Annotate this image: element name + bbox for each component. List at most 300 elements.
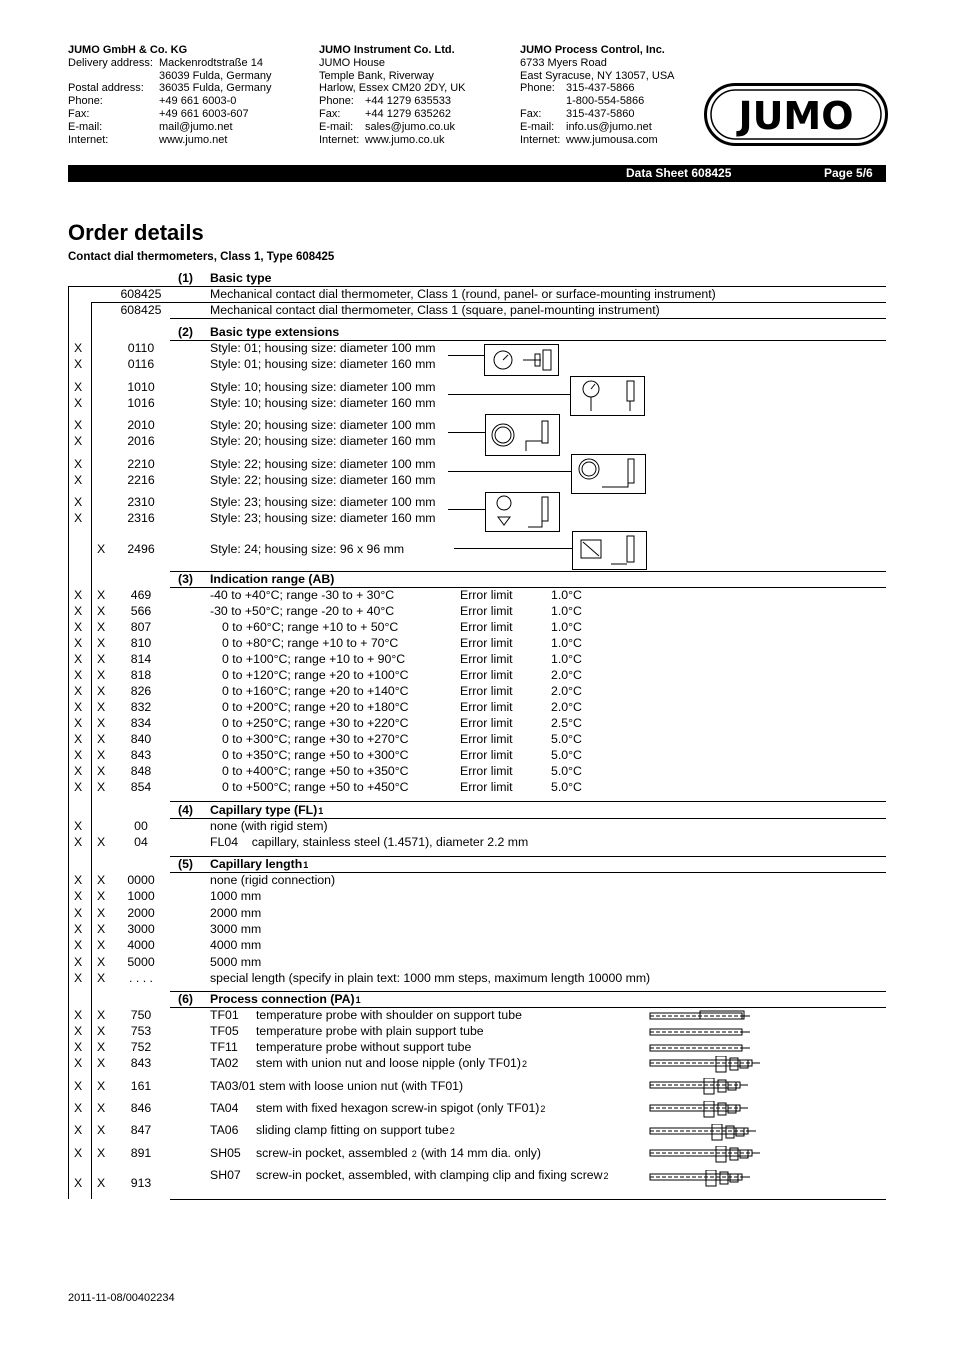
process-connection-figure xyxy=(648,1146,762,1168)
order-code: 04 xyxy=(134,835,148,849)
mark-square: X xyxy=(97,1176,106,1190)
footnote-ref: 2 xyxy=(449,1126,455,1136)
section-number: (5) xyxy=(178,857,194,871)
row-text: Style: 20; housing size: diameter 100 mm xyxy=(210,418,436,432)
error-limit-value: 2.5°C xyxy=(551,716,582,730)
address-line xyxy=(520,82,675,95)
section-basic-type xyxy=(68,270,886,286)
mark-round: X xyxy=(74,588,83,602)
connection-description xyxy=(256,1039,471,1055)
order-code: 2000 xyxy=(127,905,155,920)
section-indication-range xyxy=(68,571,886,587)
datasheet-bar xyxy=(68,165,886,182)
section-title-text: Capillary length xyxy=(210,857,303,871)
address-line xyxy=(520,134,675,147)
address-value: JUMO House xyxy=(319,56,386,69)
mark-square: X xyxy=(97,780,106,794)
mark-square: X xyxy=(97,1008,106,1022)
address-value: www.jumo.co.uk xyxy=(365,133,445,146)
process-connection-figure xyxy=(648,1056,762,1078)
connection-description xyxy=(256,1055,527,1072)
error-limit-value: 5.0°C xyxy=(551,764,582,778)
company-name: JUMO GmbH & Co. KG xyxy=(68,44,188,56)
section-title-text: Capillary type (FL) xyxy=(210,803,318,817)
process-connection-figure xyxy=(648,1078,762,1100)
connection-abbr: TF11 xyxy=(210,1040,238,1054)
table-row xyxy=(68,395,886,411)
range-text: 0 to +300°C; range +30 to +270°C xyxy=(222,732,409,746)
table-row xyxy=(68,921,886,937)
range-text: 0 to +80°C; range +10 to + 70°C xyxy=(222,636,399,650)
mark-round: X xyxy=(74,1040,83,1054)
connection-description xyxy=(256,1145,541,1162)
address-line xyxy=(68,134,272,147)
table-row xyxy=(68,472,886,488)
mark-round: X xyxy=(74,434,83,448)
order-code: 750 xyxy=(130,1008,152,1022)
address-key: Delivery address: xyxy=(68,56,153,69)
table-row xyxy=(68,779,886,795)
address-value: Mackenrodtstraße 14 xyxy=(159,56,263,69)
table-row xyxy=(68,587,886,603)
connection-abbr: TA03/01 stem with loose union nut (with TF01) xyxy=(210,1079,464,1093)
order-code: 1010 xyxy=(127,380,155,394)
leader-line xyxy=(448,509,485,510)
mark-square: X xyxy=(97,604,106,618)
address-line xyxy=(319,70,466,83)
order-code: 4000 xyxy=(127,938,155,953)
mark-round: X xyxy=(74,511,83,525)
error-limit-value: 1.0°C xyxy=(551,652,582,666)
table-row xyxy=(68,818,886,834)
address-value: www.jumo.net xyxy=(159,133,228,146)
address-line xyxy=(68,95,272,108)
mark-round: X xyxy=(74,889,83,904)
connection-text: sliding clamp fitting on support tube xyxy=(256,1123,449,1137)
address-key: Internet: xyxy=(520,133,561,146)
address-key: Internet: xyxy=(68,133,109,146)
address-value: Harlow, Essex CM20 2DY, UK xyxy=(319,82,466,95)
connection-abbr: TA04 xyxy=(210,1101,239,1115)
mark-square: X xyxy=(97,588,106,602)
error-limit-label: Error limit xyxy=(460,764,513,778)
section-title xyxy=(210,856,308,873)
mark-square: X xyxy=(97,684,106,698)
connection-abbr: SH05 xyxy=(210,1146,241,1160)
mark-square: X xyxy=(97,764,106,778)
row-text: Style: 10; housing size: diameter 100 mm xyxy=(210,380,436,394)
row-text: 1000 mm xyxy=(210,889,262,904)
footnote-ref: 2 xyxy=(411,1149,417,1159)
error-limit-value: 5.0°C xyxy=(551,732,582,746)
connection-text: temperature probe with shoulder on support tube xyxy=(256,1008,522,1022)
mark-round: X xyxy=(74,652,83,666)
row-text: Style: 22; housing size: diameter 100 mm xyxy=(210,457,436,471)
error-limit-label: Error limit xyxy=(460,588,513,602)
address-line xyxy=(520,108,675,121)
section-number: (4) xyxy=(178,803,194,817)
range-text: -40 to +40°C; range -30 to + 30°C xyxy=(210,588,395,602)
mark-square: X xyxy=(97,636,106,650)
leader-line xyxy=(448,432,485,433)
mark-round: X xyxy=(74,418,83,432)
address-line xyxy=(520,70,675,83)
error-limit-label: Error limit xyxy=(460,780,513,794)
table-row xyxy=(68,1078,886,1094)
style-24-figure xyxy=(572,531,647,570)
address-value: 1-800-554-5866 xyxy=(566,95,645,108)
table-row xyxy=(68,888,886,904)
table-row xyxy=(68,619,886,635)
table-row xyxy=(68,651,886,667)
error-limit-label: Error limit xyxy=(460,732,513,746)
address-line xyxy=(319,108,466,121)
leader-line xyxy=(448,394,570,395)
rule xyxy=(170,318,886,319)
order-code: 753 xyxy=(130,1024,152,1038)
mark-round: X xyxy=(74,620,83,634)
leader-line xyxy=(448,471,571,472)
company-usa xyxy=(520,44,675,146)
mark-square: X xyxy=(97,1056,106,1070)
mark-round: X xyxy=(74,668,83,682)
mark-round: X xyxy=(74,636,83,650)
datasheet-label: Data Sheet 608425 xyxy=(626,166,732,180)
table-row xyxy=(68,1145,886,1161)
style-22-figure xyxy=(571,454,646,494)
order-code: 834 xyxy=(130,716,152,730)
error-limit-label: Error limit xyxy=(460,604,513,618)
error-limit-label: Error limit xyxy=(460,668,513,682)
row-text: Mechanical contact dial thermometer, Class 1 (round, panel- or surface-mounting instrument) xyxy=(210,287,716,301)
connection-abbr: TA02 xyxy=(210,1056,239,1070)
error-limit-label: Error limit xyxy=(460,620,513,634)
style-01-figure xyxy=(484,344,559,376)
table-row xyxy=(68,763,886,779)
order-code: 2210 xyxy=(127,457,155,471)
order-code: 810 xyxy=(130,636,152,650)
order-code: 608425 xyxy=(120,303,162,317)
table-row xyxy=(68,683,886,699)
error-limit-value: 1.0°C xyxy=(551,636,582,650)
order-code: 2316 xyxy=(127,511,155,525)
mark-square: X xyxy=(97,732,106,746)
connection-text: stem with fixed hexagon screw-in spigot (only TF01) xyxy=(256,1101,540,1115)
connection-abbr: TF05 xyxy=(210,1024,239,1038)
mark-round: X xyxy=(74,873,83,887)
order-code: 840 xyxy=(130,732,152,746)
connection-text: screw-in pocket, assembled, with clamping clip and fixing screw xyxy=(256,1168,603,1182)
connection-abbr: TF01 xyxy=(210,1008,239,1022)
row-text: 3000 mm xyxy=(210,921,262,936)
section-title xyxy=(210,991,361,1008)
section-number: (3) xyxy=(178,572,194,586)
range-text: 0 to +120°C; range +20 to +100°C xyxy=(222,668,409,682)
address-key: Postal address: xyxy=(68,82,144,95)
address-key xyxy=(520,95,566,108)
mark-round: X xyxy=(74,819,83,833)
section-capillary-type xyxy=(68,802,886,818)
section-process-connection xyxy=(68,991,886,1007)
connection-description xyxy=(256,1122,455,1139)
mark-square: X xyxy=(97,1123,106,1137)
footnote-ref: 1 xyxy=(318,806,324,816)
order-code: 2216 xyxy=(127,473,155,487)
address-line xyxy=(68,57,272,70)
row-text: Style: 01; housing size: diameter 160 mm xyxy=(210,357,436,371)
order-code: 2310 xyxy=(127,495,155,509)
table-row xyxy=(68,1122,886,1138)
order-code: 843 xyxy=(130,1056,152,1070)
order-code: 846 xyxy=(130,1101,152,1115)
table-row xyxy=(68,494,886,510)
address-value: 36039 Fulda, Germany xyxy=(159,69,272,82)
order-code: 848 xyxy=(130,764,152,778)
row-text: none (rigid connection) xyxy=(210,873,336,887)
connection-text: temperature probe without support tube xyxy=(256,1040,472,1054)
row-text: Style: 24; housing size: 96 x 96 mm xyxy=(210,542,405,556)
table-row xyxy=(68,715,886,731)
order-code: 832 xyxy=(130,700,152,714)
address-value: www.jumousa.com xyxy=(566,133,658,146)
address-line xyxy=(319,121,466,134)
table-row xyxy=(68,433,886,449)
company-germany xyxy=(68,44,272,146)
row-text: Style: 20; housing size: diameter 160 mm xyxy=(210,434,436,448)
connection-abbr: SH07 xyxy=(210,1168,241,1182)
process-connection-figure xyxy=(648,1124,762,1146)
leader-line xyxy=(448,355,484,356)
address-line xyxy=(520,121,675,134)
error-limit-value: 5.0°C xyxy=(551,780,582,794)
address-value: East Syracuse, NY 13057, USA xyxy=(520,69,675,82)
table-row xyxy=(68,456,886,472)
mark-round: X xyxy=(74,604,83,618)
row-text: 5000 mm xyxy=(210,954,262,969)
row-text: Style: 01; housing size: diameter 100 mm xyxy=(210,341,436,355)
address-value: mail@jumo.net xyxy=(159,120,233,133)
order-code: 608425 xyxy=(120,287,162,301)
style-10-figure xyxy=(570,376,645,416)
mark-square: X xyxy=(97,620,106,634)
range-text: 0 to +500°C; range +50 to +450°C xyxy=(222,780,409,794)
mark-round: X xyxy=(74,380,83,394)
address-line xyxy=(520,95,675,108)
error-limit-label: Error limit xyxy=(460,716,513,730)
mark-square: X xyxy=(97,835,106,849)
table-row xyxy=(68,747,886,763)
address-line xyxy=(319,134,466,147)
order-code: 3000 xyxy=(127,921,155,936)
mark-square: X xyxy=(97,954,106,969)
mark-square: X xyxy=(97,748,106,762)
address-value: sales@jumo.co.uk xyxy=(365,120,456,133)
connection-description xyxy=(256,1007,522,1023)
mark-round: X xyxy=(74,732,83,746)
table-row xyxy=(68,356,886,372)
jumo-logo xyxy=(704,83,888,146)
mark-round: X xyxy=(74,396,83,410)
connection-description xyxy=(256,1167,609,1184)
mark-round: X xyxy=(74,1101,83,1115)
address-key: Phone: xyxy=(520,82,555,95)
address-line xyxy=(319,57,466,70)
address-value: +49 661 6003-607 xyxy=(159,107,249,120)
mark-round: X xyxy=(74,954,83,969)
order-code: 469 xyxy=(130,588,152,602)
row-text: Style: 10; housing size: diameter 160 mm xyxy=(210,396,436,410)
range-text: 0 to +350°C; range +50 to +300°C xyxy=(222,748,409,762)
table-row xyxy=(68,510,886,526)
mark-round: X xyxy=(74,1008,83,1022)
row-text: 2000 mm xyxy=(210,905,262,920)
address-key: E-mail: xyxy=(520,120,555,133)
connection-description xyxy=(256,1100,545,1117)
error-limit-label: Error limit xyxy=(460,700,513,714)
error-limit-value: 1.0°C xyxy=(551,620,582,634)
mark-round: X xyxy=(74,748,83,762)
mark-round: X xyxy=(74,716,83,730)
address-line xyxy=(520,57,675,70)
address-key: Phone: xyxy=(319,95,354,108)
mark-square: X xyxy=(97,716,106,730)
table-row xyxy=(68,699,886,715)
row-text: Mechanical contact dial thermometer, Class 1 (square, panel-mounting instrument) xyxy=(210,303,660,317)
mark-round: X xyxy=(74,357,83,371)
order-code: 826 xyxy=(130,684,152,698)
error-limit-label: Error limit xyxy=(460,748,513,762)
mark-round: X xyxy=(74,1176,83,1190)
range-text: 0 to +160°C; range +20 to +140°C xyxy=(222,684,409,698)
section-title xyxy=(210,802,323,819)
address-value: 6733 Myers Road xyxy=(520,56,607,69)
mark-square: X xyxy=(97,889,106,904)
address-value: +49 661 6003-0 xyxy=(159,95,237,108)
mark-round: X xyxy=(74,938,83,953)
address-key: Fax: xyxy=(520,107,542,120)
table-row xyxy=(68,872,886,888)
address-line xyxy=(68,70,272,83)
order-code: 843 xyxy=(130,748,152,762)
table-row xyxy=(68,937,886,953)
order-code: 0000 xyxy=(127,873,155,887)
order-code: 814 xyxy=(130,652,152,666)
error-limit-value: 5.0°C xyxy=(551,748,582,762)
order-code: 0116 xyxy=(127,357,155,371)
order-code: 752 xyxy=(130,1040,152,1054)
mark-square: X xyxy=(97,652,106,666)
range-text: 0 to +400°C; range +50 to +350°C xyxy=(222,764,409,778)
error-limit-value: 2.0°C xyxy=(551,668,582,682)
order-code: 161 xyxy=(130,1079,152,1093)
table-row xyxy=(68,417,886,433)
page-subtitle: Contact dial thermometers, Class 1, Type 608425 xyxy=(68,251,335,263)
address-key: E-mail: xyxy=(68,120,103,133)
table-row xyxy=(68,1023,886,1039)
address-line xyxy=(319,95,466,108)
mark-square: X xyxy=(97,970,106,985)
mark-square: X xyxy=(97,542,106,556)
table-row xyxy=(68,731,886,747)
mark-square: X xyxy=(97,700,106,714)
row-text: FL04 capillary, stainless steel (1.4571), diameter 2.2 mm xyxy=(210,835,529,849)
order-code: 854 xyxy=(130,780,152,794)
address-value: 315-437-5866 xyxy=(566,82,635,95)
footnote-ref: 2 xyxy=(522,1059,528,1069)
table-row xyxy=(68,954,886,970)
order-code: 847 xyxy=(130,1123,152,1137)
company-name: JUMO Process Control, Inc. xyxy=(520,44,665,56)
mark-round: X xyxy=(74,764,83,778)
mark-round: X xyxy=(74,495,83,509)
row-text: special length (specify in plain text: 1000 mm steps, maximum length 10000 mm) xyxy=(210,970,651,985)
address-value: +44 1279 635533 xyxy=(365,95,451,108)
order-code: 2496 xyxy=(127,542,155,556)
row-text: Style: 23; housing size: diameter 100 mm xyxy=(210,495,436,509)
address-line xyxy=(319,82,466,95)
table-row xyxy=(68,340,886,356)
connection-note: (with 14 mm dia. only) xyxy=(420,1146,542,1160)
table-row xyxy=(68,302,886,318)
table-row xyxy=(68,541,886,557)
address-line xyxy=(68,108,272,121)
mark-round: X xyxy=(74,1079,83,1093)
mark-round: X xyxy=(74,780,83,794)
section-title: Basic type xyxy=(210,271,272,285)
section-extensions xyxy=(68,324,886,340)
order-code: 566 xyxy=(130,604,152,618)
mark-round: X xyxy=(74,1056,83,1070)
mark-round: X xyxy=(74,1123,83,1137)
style-20-figure xyxy=(485,414,560,456)
address-key xyxy=(68,70,159,83)
error-limit-label: Error limit xyxy=(460,652,513,666)
order-code: . . . . xyxy=(129,970,153,985)
mark-round: X xyxy=(74,921,83,936)
address-key: Phone: xyxy=(68,95,103,108)
order-code: 913 xyxy=(130,1176,152,1190)
mark-round: X xyxy=(74,473,83,487)
style-23-figure xyxy=(485,492,560,532)
row-text: none (with rigid stem) xyxy=(210,819,328,833)
section-number: (2) xyxy=(178,325,194,339)
order-code: 2010 xyxy=(127,418,155,432)
table-row xyxy=(68,834,886,850)
process-connection-figure xyxy=(648,1170,762,1192)
footnote-ref: 1 xyxy=(355,995,361,1005)
section-title: Indication range (AB) xyxy=(210,572,335,586)
error-limit-value: 2.0°C xyxy=(551,684,582,698)
footnote-ref: 2 xyxy=(540,1104,546,1114)
footnote-ref: 1 xyxy=(303,860,309,870)
table-row xyxy=(68,667,886,683)
range-text: 0 to +60°C; range +10 to + 50°C xyxy=(222,620,399,634)
process-connection-figure xyxy=(648,1101,762,1123)
connection-abbr: TA06 xyxy=(210,1123,239,1137)
address-key: E-mail: xyxy=(319,120,354,133)
mark-square: X xyxy=(97,938,106,953)
table-row xyxy=(68,1055,886,1071)
section-capillary-length xyxy=(68,856,886,872)
section-title-text: Process connection (PA) xyxy=(210,992,355,1006)
error-limit-label: Error limit xyxy=(460,684,513,698)
section-title: Basic type extensions xyxy=(210,325,340,339)
order-code: 891 xyxy=(130,1146,152,1160)
address-value: +44 1279 635262 xyxy=(365,107,451,120)
logo-text: JUMO xyxy=(738,94,854,138)
table-row xyxy=(68,286,886,302)
company-name: JUMO Instrument Co. Ltd. xyxy=(319,44,455,56)
